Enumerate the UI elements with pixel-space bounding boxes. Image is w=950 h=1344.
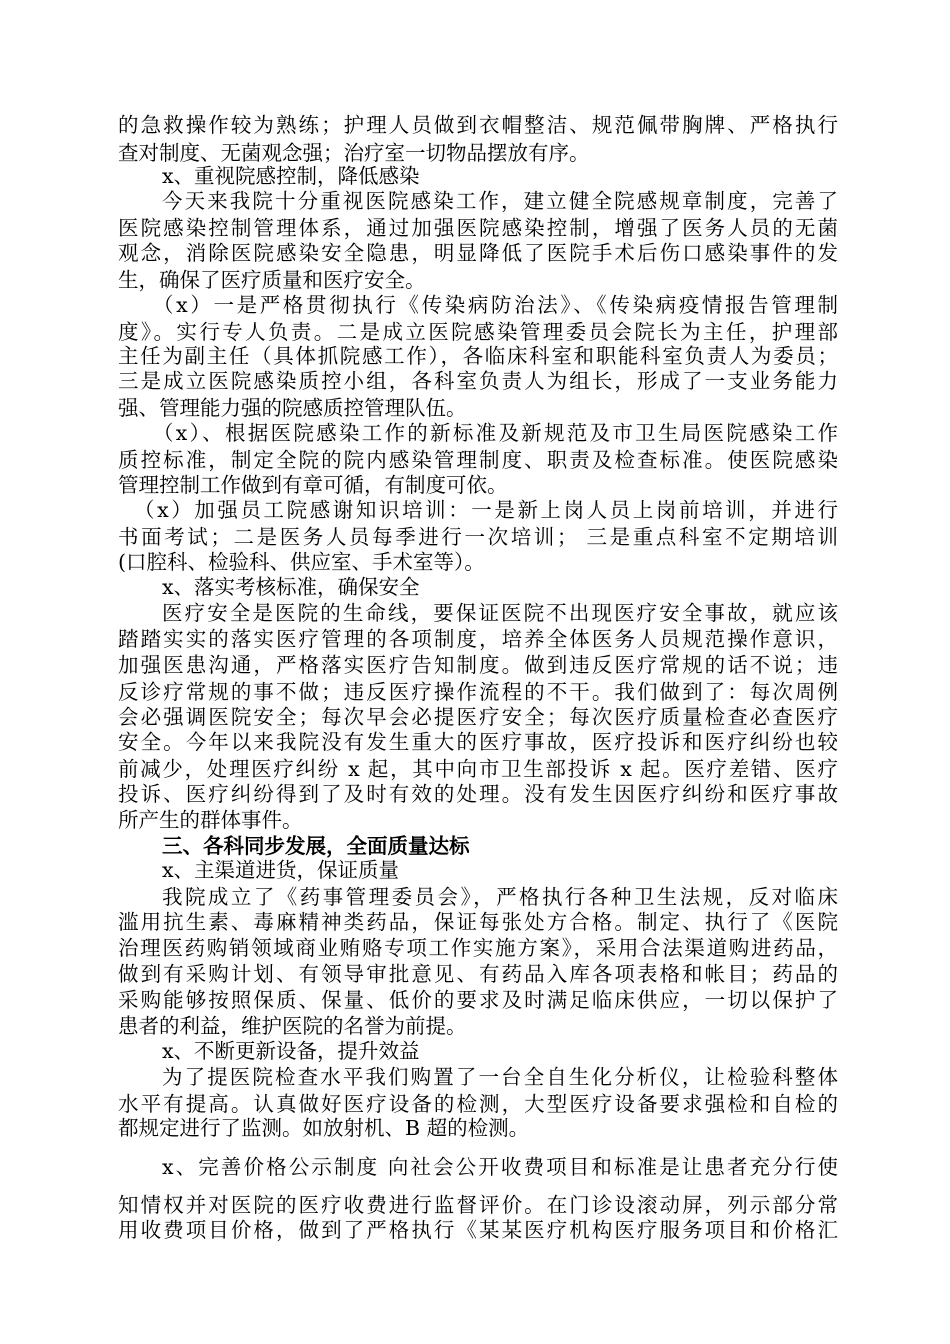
text-line: 投诉、医疗纠纷得到了及时有效的处理。没有发生因医疗纠纷和医疗事故 — [118, 782, 838, 806]
text-line: 观念，消除医院感染安全隐患，明显降低了医院手术后伤口感染事件的发 — [118, 241, 838, 265]
text-line: 三是成立医院感染质控小组，各科室负责人为组长，形成了一支业务能力 — [118, 369, 838, 393]
text-line: 书面考试；二是医务人员每季进行一次培训； 三是重点科室不定期培训 — [118, 525, 838, 549]
section-heading: x、不断更新设备，提升效益 — [162, 1039, 420, 1063]
section-heading: x、落实考核标准，确保安全 — [162, 575, 420, 599]
text-line: 都规定进行了监测。如放射机、B 超的检测。 — [118, 1116, 530, 1140]
text-line: 今天来我院十分重视医院感染工作，建立健全院感规章制度，完善了 — [162, 189, 838, 213]
text-line: 管理控制工作做到有章可循，有制度可依。 — [118, 473, 508, 497]
section-heading: x、完善价格公示制度 向社会公开收费项目和标准是让患者充分行使 — [162, 1155, 838, 1179]
text-line: 所产生的群体事件。 — [118, 808, 303, 832]
text-line: 为了提医院检查水平我们购置了一台全自生化分析仪，让检验科整体 — [162, 1065, 838, 1089]
text-line: 度》。实行专人负责。二是成立医院感染管理委员会院长为主任，护理部 — [118, 320, 838, 344]
text-line: （x）、根据医院感染工作的新标准及新规范及市卫生局医院感染工作 — [153, 421, 838, 445]
section-heading: x、重视院感控制，降低感染 — [162, 164, 420, 188]
text-line: 水平有提高。认真做好医疗设备的检测，大型医疗设备要求强检和自检的 — [118, 1092, 838, 1116]
text-line: 反诊疗常规的事不做；违反医疗操作流程的不干。我们做到了：每次周例 — [118, 680, 838, 704]
text-line: 踏踏实实的落实医疗管理的各项制度，培养全体医务人员规范操作意识， — [118, 627, 838, 651]
text-line: 用收费项目价格，做到了严格执行《某某医疗机构医疗服务项目和价格汇 — [118, 1218, 838, 1242]
text-line: 加强医患沟通，严格落实医疗告知制度。做到违反医疗常规的话不说；违 — [118, 653, 838, 677]
text-line: 前减少，处理医疗纠纷 x 起，其中向市卫生部投诉 x 起。医疗差错、医疗 — [118, 757, 838, 781]
text-line: 质控标准，制定全院的院内感染管理制度、职责及检查标准。使医院感染 — [118, 448, 838, 472]
text-line: 治理医药购销领域商业贿赂专项工作实施方案》，采用合法渠道购进药品， — [118, 936, 838, 960]
text-line: 采购能够按照保质、保量、低价的要求及时满足临床供应，一切以保护了 — [118, 988, 838, 1012]
section-heading: x、主渠道进货，保证质量 — [162, 858, 400, 882]
text-line: （x）一是严格贯彻执行《传染病防治法》、《传染病疫情报告管理制 — [153, 293, 838, 317]
text-line: 患者的利益，维护医院的名誉为前提。 — [118, 1014, 467, 1038]
text-line: 的急救操作较为熟练；护理人员做到衣帽整洁、规范佩带胸牌、严格执行 — [118, 113, 838, 137]
chapter-heading: 三、各科同步发展，全面质量达标 — [162, 834, 470, 858]
text-line: 强、管理能力强的院感质控管理队伍。 — [118, 396, 467, 420]
text-line: 会必强调医院安全；每次早会必提医疗安全；每次医疗质量检查必查医疗 — [118, 705, 838, 729]
text-line: 安全。今年以来我院没有发生重大的医疗事故，医疗投诉和医疗纠纷也较 — [118, 730, 838, 754]
text-line: 生，确保了医疗质量和医疗安全。 — [118, 268, 426, 292]
text-line: 医院感染控制管理体系，通过加强医院感染控制，增强了医务人员的无菌 — [118, 216, 838, 240]
text-line: (口腔科、检验科、供应室、手术室等）。 — [118, 550, 485, 574]
text-line: 查对制度、无菌观念强；治疗室一切物品摆放有序。 — [118, 141, 590, 165]
text-line: （x）加强员工院感谢知识培训：一是新上岗人员上岗前培训，并进行 — [134, 498, 838, 522]
text-line: 滥用抗生素、毒麻精神类药品，保证每张处方合格。制定、执行了《医院 — [118, 910, 838, 934]
text-line: 医疗安全是医院的生命线，要保证医院不出现医疗安全事故，就应该 — [162, 601, 838, 625]
text-line: 主任为副主任（具体抓院感工作），各临床科室和职能科室负责人为委员； — [118, 344, 838, 368]
text-line: 做到有采购计划、有领导审批意见、有药品入库各项表格和帐目；药品的 — [118, 962, 838, 986]
text-line: 知情权并对医院的医疗收费进行监督评价。在门诊设滚动屏，列示部分常 — [118, 1193, 838, 1217]
text-line: 我院成立了《药事管理委员会》，严格执行各种卫生法规，反对临床 — [162, 885, 838, 909]
